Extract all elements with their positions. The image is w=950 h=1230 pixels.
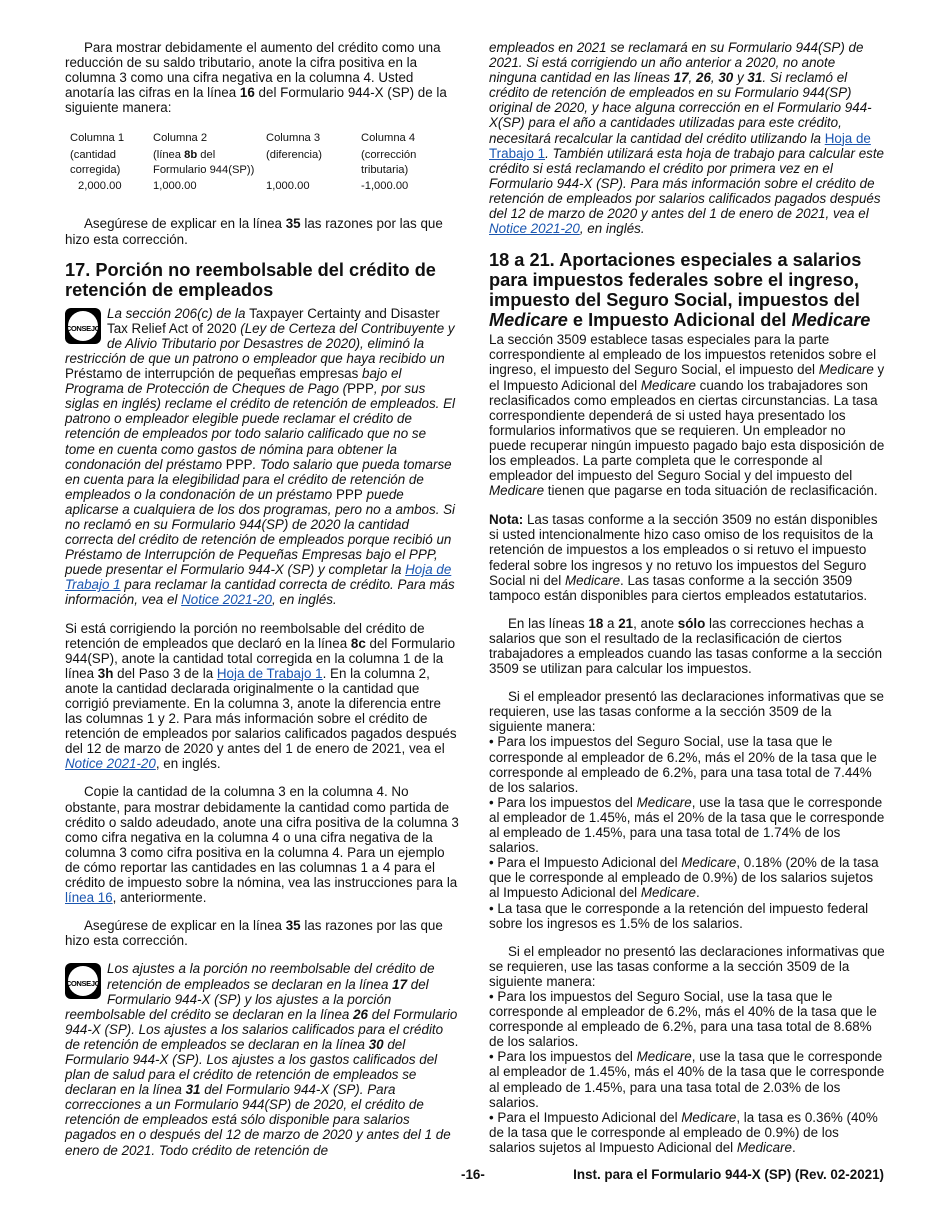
- intro-paragraph: Para mostrar debidamente el aumento del crédito como una reducción de su saldo tributario, anote la cifra positiva en la columna 3 como una cifra negativa en la columna 4. Usted anotaría las cifras en la línea 16 del Formulario 944-X (SP) de la siguiente manera:: [65, 40, 447, 116]
- tip-box: CONSEJO Los ajustes a la porción no reembolsable del crédito de retención de empleados se declaran en la línea 17 del Formulario 944-X (SP) y los ajustes a la porción reembolsable del crédito se declaran en la línea 26 del Formulario 944-X (SP). Los ajustes a los salarios calificados para el crédito de retención de empleados se declaran en la línea 30 del Formulario 944-X (SP). Los ajustes a los gastos calificados del plan de salud para el crédito de retención de empleados se declaran en la línea 31 del Formulario 944-X (SP). Para correcciones a un Formulario 944(SP) de 2020, el crédito de retención de empleados está sólo disponible para salarios pagados en o después del 12 de marzo de 2020 y antes del 1 de enero de 2021. Todo crédito de retención de: [65, 961, 458, 1158]
- bullet-list: [489, 734, 885, 930]
- hoja-de-trabajo-1-link[interactable]: Hoja de Trabajo 1: [216, 665, 323, 681]
- bullet-list: [489, 989, 885, 1155]
- table-cell: -1,000.00: [361, 180, 409, 193]
- section-heading-18-21: 18 a 21. Aportaciones especiales a salarios para impuestos federales sobre el ingreso, impuesto del Seguro Social, impuestos del Medicare e Impuesto Adicional del Medicare: [489, 250, 871, 331]
- column-header: Columna 3: [266, 132, 321, 145]
- explain-paragraph: Asegúrese de explicar en la línea 35 las razones por las que hizo esta corrección.: [65, 216, 443, 247]
- body-paragraph: Si el empleador no presentó las declaraciones informativas que se requieren, use las tasas conforme a la sección 3509 de la siguiente manera:: [489, 943, 885, 989]
- list-item: • Para el Impuesto Adicional del Medicare, la tasa es 0.36% (40% de la tasa que le corresponde al empleado de 0.9%) de los salarios sujetos al Impuesto Adicional del Medicare.: [489, 1109, 878, 1155]
- body-paragraph: Si está corrigiendo la porción no reembolsable del crédito de retención de empleados que declaró en la línea 8c del Formulario 944(SP), anote la cantidad total corregida en la columna 1 de la línea 3h del Paso 3 de la Hoja de Trabajo 1. En la columna 2, anote la cantidad declarada originalmente o la cantidad que corrigió previamente. En la columna 3, anote la diferencia entre las columnas 1 y 2. Para más información sobre el crédito de retención de empleados por salarios calificados pagados después del 12 de marzo de 2020 y antes del 1 de enero de 2021, vea el Notice 2021-20, en inglés.: [65, 620, 457, 772]
- body-paragraph: Copie la cantidad de la columna 3 en la columna 4. No obstante, para mostrar debidamente la cantidad como partida de crédito o saldo adeudado, anote una cifra positiva de la columna 3 como cifra negativa en la columna 4 o una cifra negativa de la columna 3 como cifra positiva en la columna 4. Para un ejemplo de cómo reportar las cantidades en las columnas 1 a 4 para el crédito de impuesto sobre la nómina, vea las instrucciones para la línea 16, anteriormente.: [65, 784, 459, 906]
- column-header: Columna 2: [153, 132, 208, 145]
- page-number: -16-: [461, 1167, 485, 1182]
- table-description-row: (cantidad corregida) (línea 8b del Formulario 944(SP)) (diferencia) (corrección tributaria): [70, 149, 417, 177]
- right-column: [489, 40, 885, 1168]
- table-cell: 2,000.00: [78, 180, 122, 193]
- table-header-row: [70, 131, 451, 148]
- section-heading-17: 17. Porción no reembolsable del crédito de retención de empleados: [65, 259, 436, 300]
- body-paragraph: Si el empleador presentó las declaraciones informativas que se requieren, use las tasas conforme a la sección 3509 de la siguiente manera:: [489, 689, 884, 735]
- notice-2021-20-link[interactable]: Notice 2021-20: [489, 221, 580, 237]
- example-columns-table: [70, 131, 451, 194]
- notice-2021-20-link[interactable]: Notice 2021-20: [181, 592, 272, 608]
- body-paragraph: En las líneas 18 a 21, anote sólo las correcciones hechas a salarios que son el resultado de la reclasificación de ciertos trabajadores a empleados cuando las tasas conforme a la sección 3509 se utilizan para calcular los impuestos.: [489, 615, 883, 677]
- left-column: [65, 40, 459, 1171]
- list-item: • La tasa que le corresponde a la retención del impuesto federal sobre los ingresos es 1.5% de los salarios.: [489, 900, 869, 931]
- form-title: Inst. para el Formulario 944-X (SP) (Rev. 02-2021): [573, 1167, 884, 1182]
- tip-box: CONSEJO La sección 206(c) de la Taxpayer Certainty and Disaster Tax Relief Act of 2020 (Ley de Certeza del Contribuyente y de Alivio Tributario por Desastres de 2020), eliminó la restricción de que un patrono o empleador que haya recibido un Préstamo de interrupción de pequeñas empresas bajo el Programa de Protección de Cheques de Pago (PPP, por sus siglas en inglés) reclame el crédito de retención de empleados. El patrono o empleador elegible puede reclamar el crédito de retención de empleados por todo salario calificado que no se tome en cuenta como gastos de nómina para obtener la condonación del préstamo PPP. Todo salario que pueda tomarse en cuenta para la elegibilidad para el crédito de retención de empleados o la condonación de un préstamo PPP puede aplicarse a cualquiera de los dos programas, pero no a ambos. Si no reclamó en su Formulario 944(SP) de 2020 la cantidad correcta del crédito de retención de empleados porque recibió un Préstamo de Interrupción de Pequeñas Empresas bajo el PPP, puede presentar el Formulario 944-X (SP) y completar la Hoja de Trabajo 1 para reclamar la cantidad correcta de crédito. Para más información, vea el Notice 2021-20, en inglés.: [65, 305, 456, 608]
- table-value-row: [70, 178, 451, 194]
- column-header: Columna 4: [361, 132, 416, 145]
- consejo-icon: CONSEJO: [65, 963, 101, 999]
- list-item: • Para los impuestos del Medicare, use la tasa que le corresponde al empleador de 1.45%, más el 20% de la tasa que le corresponde al empleado de 1.45%, para una tasa total de 1.74% de los salarios.: [489, 794, 885, 856]
- list-item: • Para el Impuesto Adicional del Medicare, 0.18% (20% de la tasa que le corresponde al empleado de 0.9%) de los salarios sujetos al Impuesto Adicional del Medicare.: [489, 855, 879, 901]
- hoja-de-trabajo-1-link[interactable]: Hoja de Trabajo 1: [65, 562, 452, 593]
- list-item: • Para los impuestos del Medicare, use la tasa que le corresponde al empleador de 1.45%, más el 40% de la tasa que le corresponde al empleado de 1.45%, para una tasa total de 2.03% de los salarios.: [489, 1049, 885, 1110]
- linea-16-link[interactable]: línea 16: [65, 890, 113, 906]
- table-cell: 1,000.00: [266, 180, 310, 193]
- note-paragraph: Nota: Las tasas conforme a la sección 3509 no están disponibles si usted intencionalmente hizo caso omiso de los requisitos de la retención de impuestos a los empleados o si retuvo el impuesto federal sobre los ingresos y no retuvo los impuestos del Seguro Social ni del Medicare. Las tasas conforme a la sección 3509 tampoco están disponibles para ciertos empleados estatutarios.: [489, 512, 878, 603]
- body-paragraph: La sección 3509 establece tasas especiales para la parte correspondiente al empleado de los impuestos retenidos sobre el ingreso, el impuesto del Seguro Social, el impuesto del Medicare y el Impuesto Adicional del Medicare cuando los trabajadores son reclasificados como empleados en ciertas circunstancias. La tasa correspondiente dependerá de si usted haya presentado los formularios informativos que se requieren. Un empleador no puede recuperar ningún impuesto pagado bajo esta disposición de los empleados. La parte completa que le corresponde al empleador del impuesto del Seguro Social y del impuesto del Medicare tienen que pagarse en toda situación de reclasificación.: [489, 332, 885, 499]
- explain-paragraph: Asegúrese de explicar en la línea 35 las razones por las que hizo esta corrección.: [65, 918, 443, 949]
- hoja-de-trabajo-1-link[interactable]: Hoja de Trabajo 1: [489, 130, 871, 161]
- continued-tip: empleados en 2021 se reclamará en su Formulario 944(SP) de 2021. Si está corrigiendo un año anterior a 2020, no anote ninguna cantidad en las líneas 17, 26, 30 y 31. Si reclamó el crédito de retención de empleados en su Formulario 944(SP) original de 2020, y hace alguna corrección en el Formulario 944-X(SP) para el año a cantidades utilizadas para este crédito, necesitará recalcular la cantidad del crédito utilizando la Hoja de Trabajo 1. También utilizará esta hoja de trabajo para calcular este crédito si está reclamando el crédito por primera vez en el Formulario 944-X (SP). Para más información sobre el crédito de retención de empleados por salarios calificados pagados después del 12 de marzo de 2020 y antes del 1 de enero de 2021, vea el Notice 2021-20, en inglés.: [489, 40, 885, 237]
- table-cell: 1,000.00: [153, 180, 197, 193]
- notice-2021-20-link[interactable]: Notice 2021-20: [65, 756, 156, 772]
- list-item: • Para los impuestos del Seguro Social, use la tasa que le corresponde al empleador de 6.2%, más el 20% de la tasa que le corresponde al empleado de 6.2%, para una tasa total de 7.44% de los salarios.: [489, 734, 877, 795]
- list-item: • Para los impuestos del Seguro Social, use la tasa que le corresponde al empleador de 6.2%, más el 40% de la tasa que le corresponde al empleado de 6.2%, para una tasa total de 8.68% de los salarios.: [489, 988, 877, 1050]
- column-header: Columna 1: [70, 132, 125, 145]
- consejo-icon: CONSEJO: [65, 308, 101, 344]
